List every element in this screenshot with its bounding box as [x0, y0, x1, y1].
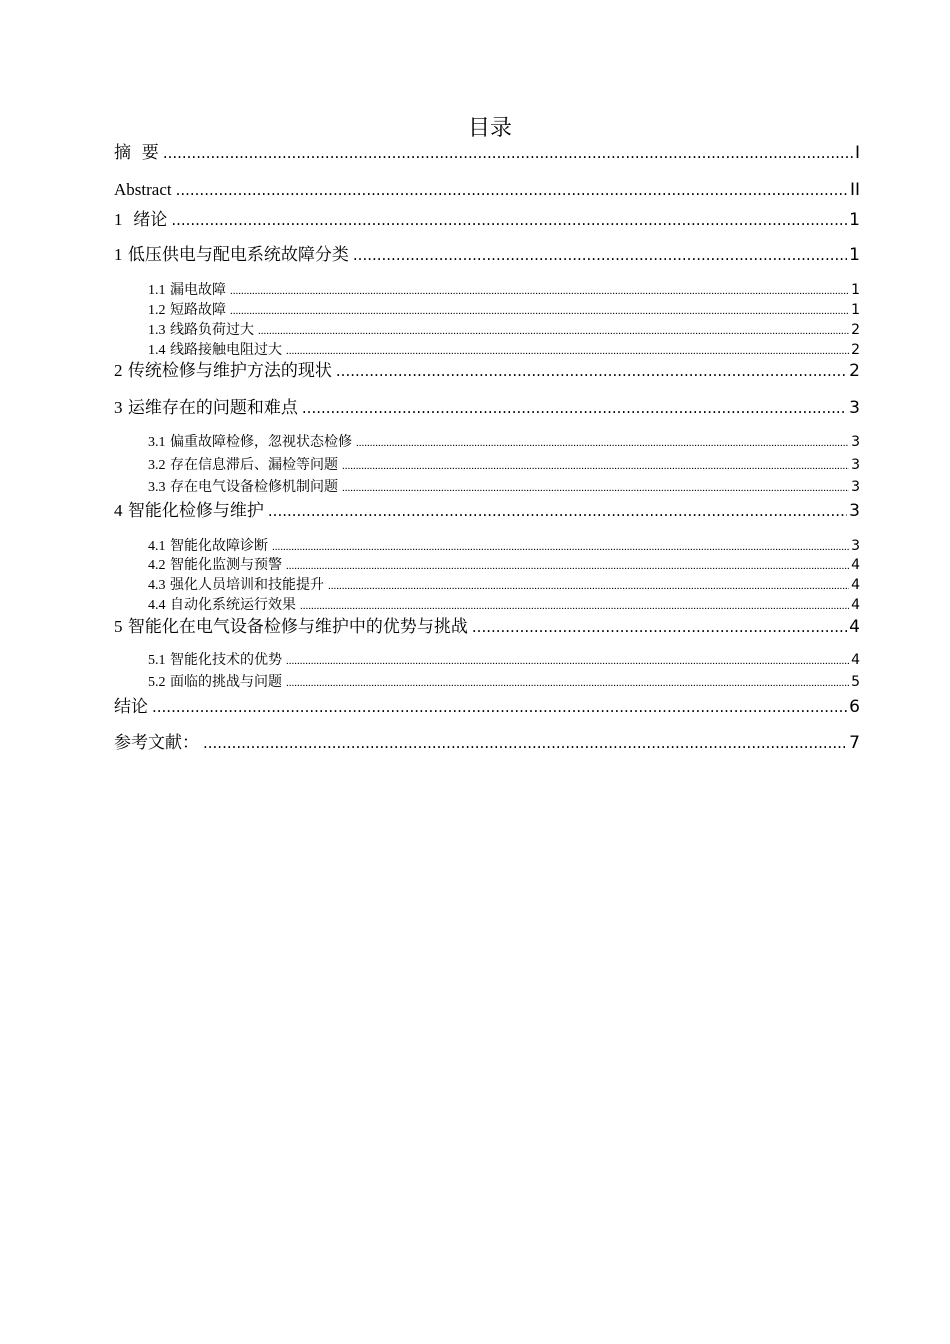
toc-entry-section-5-2[interactable]: [148, 672, 860, 692]
toc-page-number: 3: [851, 457, 860, 473]
toc-entry-abstract-cn[interactable]: [114, 141, 860, 165]
toc-entry-section-3-3[interactable]: [148, 477, 860, 497]
toc-leader: [356, 433, 849, 453]
toc-entry-text: 传统检修与维护方法的现状: [127, 361, 332, 381]
toc-entry-text: 智能化监测与预警: [169, 557, 282, 573]
toc-entry-label: 参考文献：: [114, 733, 199, 753]
toc-entry-number: 5.1: [148, 653, 166, 668]
toc-entry-text: 智能化在电气设备检修与维护中的优势与挑战: [127, 617, 468, 637]
toc-entry-number: 2: [114, 361, 123, 380]
toc-entry-label: [148, 340, 282, 361]
toc-leader: [300, 596, 849, 616]
toc-leader: [258, 321, 849, 341]
toc-entry-label: [148, 477, 338, 498]
toc-entry-section-1-2[interactable]: [148, 300, 860, 320]
toc-entry-text: 智能化故障诊断: [169, 538, 268, 554]
toc-entry-number: 4: [114, 501, 123, 520]
toc-entry-label: [148, 280, 226, 301]
toc-entry-number: 4.1: [148, 539, 166, 554]
toc-entry-text: 面临的挑战与问题: [169, 674, 282, 690]
toc-entry-number: 1: [114, 210, 123, 229]
toc-leader: [336, 359, 847, 383]
toc-page-number: 3: [851, 538, 860, 554]
toc-page-number: 1: [851, 302, 860, 318]
toc-entry-chapter-3[interactable]: [114, 396, 860, 420]
toc-entry-number: 5.2: [148, 675, 166, 690]
toc-entry-text: 存在信息滞后、漏检等问题: [169, 457, 338, 473]
toc-page-number: 1: [851, 282, 860, 298]
toc-page-number: 4: [851, 577, 860, 593]
toc-entry-label: [148, 320, 254, 341]
toc-entry-number: 3: [114, 398, 123, 417]
toc-entry-label: [114, 615, 468, 639]
toc-entry-text: 强化人员培训和技能提升: [169, 577, 324, 593]
toc-entry-number: 5: [114, 617, 123, 636]
toc-entry-text: 漏电故障: [169, 282, 226, 298]
toc-leader: [286, 341, 849, 361]
toc-entry-number: 1.1: [148, 283, 166, 298]
toc-leader: [171, 208, 847, 232]
toc-page-number: 1: [849, 210, 860, 230]
toc-entry-introduction[interactable]: [114, 208, 860, 232]
toc-page-number: II: [849, 180, 860, 200]
toc-page-number: 4: [851, 597, 860, 613]
toc-entry-number: 4.2: [148, 558, 166, 573]
toc-entry-chapter-4[interactable]: [114, 499, 860, 523]
toc-entry-label: [148, 595, 296, 616]
toc-page-number: 5: [851, 674, 860, 690]
toc-page-number: 3: [849, 398, 860, 418]
toc-entry-label: [114, 243, 349, 267]
toc-leader: [268, 499, 847, 523]
toc-page-number: 3: [851, 479, 860, 495]
toc-entry-section-1-3[interactable]: [148, 320, 860, 340]
toc-entry-section-4-3[interactable]: [148, 575, 860, 595]
toc-page-number: I: [854, 143, 860, 163]
toc-entry-section-5-1[interactable]: [148, 650, 860, 670]
toc-page-number: 3: [849, 501, 860, 521]
toc-entry-label: Abstract: [114, 180, 172, 199]
toc-entry-number: 3.1: [148, 435, 166, 450]
toc-page-number: 6: [849, 697, 860, 717]
toc-entry-number: 1.2: [148, 303, 166, 318]
toc-page-number: 7: [849, 733, 860, 753]
toc-entry-text: 绪论: [122, 210, 168, 230]
toc-entry-label: [114, 396, 298, 420]
toc-leader: [176, 178, 848, 202]
toc-leader: [286, 651, 849, 671]
toc-entry-number: 3.3: [148, 480, 166, 495]
toc-leader: [328, 576, 849, 596]
toc-page-number: 1: [849, 245, 860, 265]
toc-entry-chapter-1[interactable]: [114, 243, 860, 267]
toc-entry-label: [114, 499, 264, 523]
toc-leader: [472, 615, 847, 639]
toc-entry-references[interactable]: [114, 731, 860, 755]
toc-leader: [163, 141, 853, 165]
toc-leader: [272, 537, 849, 557]
toc-entry-number: 1.4: [148, 343, 166, 358]
toc-entry-number: 1.3: [148, 323, 166, 338]
toc-entry-label: [114, 208, 167, 232]
toc-entry-text: 线路接触电阻过大: [169, 342, 282, 358]
toc-page-number: 4: [851, 652, 860, 668]
toc-entry-label: [148, 300, 226, 321]
toc-leader: [203, 731, 847, 755]
toc-entry-section-3-2[interactable]: [148, 455, 860, 475]
toc-entry-text: 短路故障: [169, 302, 226, 318]
toc-entry-label: [148, 555, 282, 576]
toc-leader: [342, 456, 849, 476]
toc-entry-label: [148, 575, 324, 596]
toc-entry-text: 存在电气设备检修机制问题: [169, 479, 338, 495]
toc-entry-label: [114, 359, 332, 383]
toc-page-number: 2: [849, 361, 860, 381]
toc-entry-text: 线路负荷过大: [169, 322, 254, 338]
toc-entry-number: 1: [114, 245, 123, 264]
toc-entry-label: [148, 536, 268, 557]
toc-entry-chapter-2[interactable]: [114, 359, 860, 383]
toc-title: 目录: [467, 116, 512, 141]
toc-entry-text: 自动化系统运行效果: [169, 597, 296, 613]
toc-entry-text: 低压供电与配电系统故障分类: [127, 245, 349, 265]
toc-entry-section-4-2[interactable]: [148, 555, 860, 575]
toc-entry-label: 结论: [114, 697, 148, 717]
toc-entry-number: 4.3: [148, 578, 166, 593]
toc-entry-section-1-1[interactable]: [148, 280, 860, 300]
toc-entry-label: [148, 455, 338, 476]
toc-entry-label: 摘 要: [114, 143, 159, 163]
toc-page-number: 2: [851, 342, 860, 358]
toc-leader: [230, 281, 849, 301]
toc-entry-abstract-en[interactable]: [114, 178, 860, 202]
toc-leader: [302, 396, 847, 420]
toc-entry-label: [148, 650, 282, 671]
toc-entry-label: [148, 432, 352, 453]
toc-entry-chapter-5[interactable]: [114, 615, 860, 639]
toc-leader: [286, 673, 849, 693]
toc-entry-number: 4.4: [148, 598, 166, 613]
toc-page-number: 2: [851, 322, 860, 338]
toc-leader: [230, 301, 849, 321]
toc-leader: [353, 243, 847, 267]
toc-leader: [342, 478, 849, 498]
toc-entry-section-4-1[interactable]: [148, 536, 860, 556]
toc-page-number: 3: [851, 434, 860, 450]
toc-page-number: 4: [851, 557, 860, 573]
toc-entry-section-1-4[interactable]: [148, 340, 860, 360]
toc-entry-label: [148, 672, 282, 693]
toc-entry-text: 智能化技术的优势: [169, 652, 282, 668]
toc-page-number: 4: [849, 617, 860, 637]
toc-entry-section-3-1[interactable]: [148, 432, 860, 452]
toc-entry-text: 智能化检修与维护: [127, 501, 264, 521]
toc-leader: [152, 695, 847, 719]
toc-entry-conclusion[interactable]: [114, 695, 860, 719]
toc-entry-number: 3.2: [148, 458, 166, 473]
toc-entry-section-4-4[interactable]: [148, 595, 860, 615]
toc-entry-text: 偏重故障检修，忽视状态检修: [169, 434, 352, 450]
toc-entry-text: 运维存在的问题和难点: [127, 398, 298, 418]
toc-leader: [286, 556, 849, 576]
